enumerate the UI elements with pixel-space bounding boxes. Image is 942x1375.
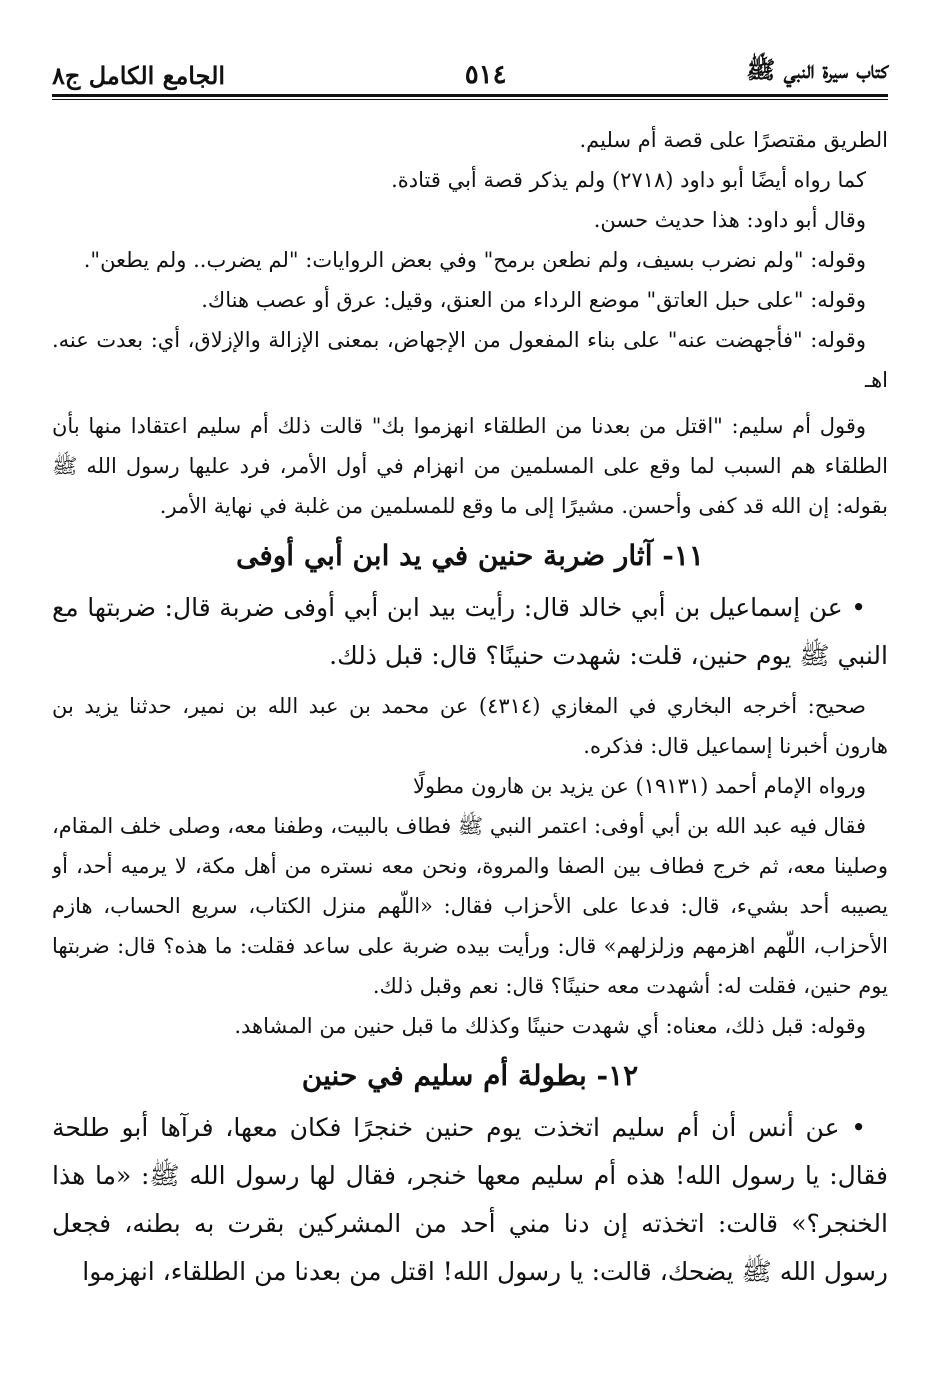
paragraph-abu-dawud: كما رواه أيضًا أبو داود (٢٧١٨) ولم يذكر قصة أبي قتادة. xyxy=(391,168,866,192)
section-11-note-ahmad: ورواه الإمام أحمد (١٩١٣١) عن يزيد بن هارون مطولًا xyxy=(412,774,866,798)
paragraph-continuation: الطريق مقتصرًا على قصة أم سليم. xyxy=(579,128,888,152)
paragraph-sword: وقوله: "ولم نضرب بسيف، ولم نطعن برمح" وفي بعض الروايات: "لم يضرب.. ولم يطعن". xyxy=(83,248,866,272)
section-11-note-text: فقال فيه عبد الله بن أبي أوفى: اعتمر النبي ﷺ فطاف بالبيت، وطفنا معه، وصلى خلف المقام، وصلينا معه، ثم خرج فطاف بين الصفا والمروة، ونحن معه نستره من أهل مكة، لا يرميه أحد، أو يصيبه أحد بشيء، قال: فدعا على الأحزاب فقال: «اللّهم منزل الكتاب، سريع الحساب، هازم الأحزاب، اللّهم اهزمهم وزلزلهم» قال: ورأيت بيده ضربة على ساعد فقلت: ما هذه؟ قال: ضربتها يوم حنين، فقلت له: أشهدت معه حنينًا؟ قال: نعم وقبل ذلك. xyxy=(52,814,888,998)
header-rule-thin xyxy=(52,99,888,100)
page-number: ٥١٤ xyxy=(464,60,507,90)
paragraph-shoulder: وقوله: "على حبل العاتق" موضع الرداء من العنق، وقيل: عرق أو عصب هناك. xyxy=(201,288,866,312)
section-11-heading: ١١- آثار ضربة حنين في يد ابن أبي أوفى xyxy=(236,539,704,572)
section-11-note-meaning: وقوله: قبل ذلك، معناه: أي شهدت حنينًا وكذلك ما قبل حنين من المشاهد. xyxy=(234,1014,866,1038)
paragraph-umm-sulaym-note: وقول أم سليم: "اقتل من بعدنا من الطلقاء انهزموا بك" قالت ذلك أم سليم اعتقادا منها بأن الطلقاء هم السبب لما وقع على المسلمين من انهزام في أول الأمر، فرد عليها رسول الله ﷺ بقوله: إن الله قد كفى وأحسن. مشيرًا إلى ما وقع للمسلمين من غلبة في نهاية الأمر. xyxy=(52,414,888,518)
page-body xyxy=(52,120,888,1355)
paragraph-hasan: وقال أبو داود: هذا حديث حسن. xyxy=(593,208,866,232)
section-12-hadith: • عن أنس أن أم سليم اتخذت يوم حنين خنجرًا فكان معها، فرآها أبو طلحة فقال: يا رسول الله! هذه أم سليم معها خنجر، فقال لها رسول الله ﷺ: «ما هذا الخنجر؟» قالت: اتخذته إن دنا مني أحد من المشركين بقرت به بطنه، فجعل رسول الله ﷺ يضحك، قالت: يا رسول الله! اقتل من بعدنا من الطلقاء، انهزموا xyxy=(52,1113,888,1286)
section-11-note-bukhari: صحيح: أخرجه البخاري في المغازي (٤٣١٤) عن محمد بن عبد الله بن نمير، حدثنا يزيد بن هارون أخبرنا إسماعيل قال: فذكره. xyxy=(52,694,888,758)
section-11-hadith: • عن إسماعيل بن أبي خالد قال: رأيت بيد ابن أبي أوفى ضربة قال: ضربتها مع النبي ﷺ يوم حنين، قلت: شهدت حنينًا؟ قال: قبل ذلك. xyxy=(52,593,888,670)
header-book-title: كتاب سيرة النبي ﷺ xyxy=(746,55,888,84)
header-volume-title: الجامع الكامل ج٨ xyxy=(52,61,226,90)
section-12-heading: ١٢- بطولة أم سليم في حنين xyxy=(301,1059,639,1092)
header-rule xyxy=(52,94,888,97)
page-header xyxy=(52,48,888,90)
paragraph-ijhad: وقوله: "فأجهضت عنه" على بناء المفعول من الإجهاض، بمعنى الإزالة والإزلاق، أي: بعدت عنه. اهـ xyxy=(52,328,888,392)
